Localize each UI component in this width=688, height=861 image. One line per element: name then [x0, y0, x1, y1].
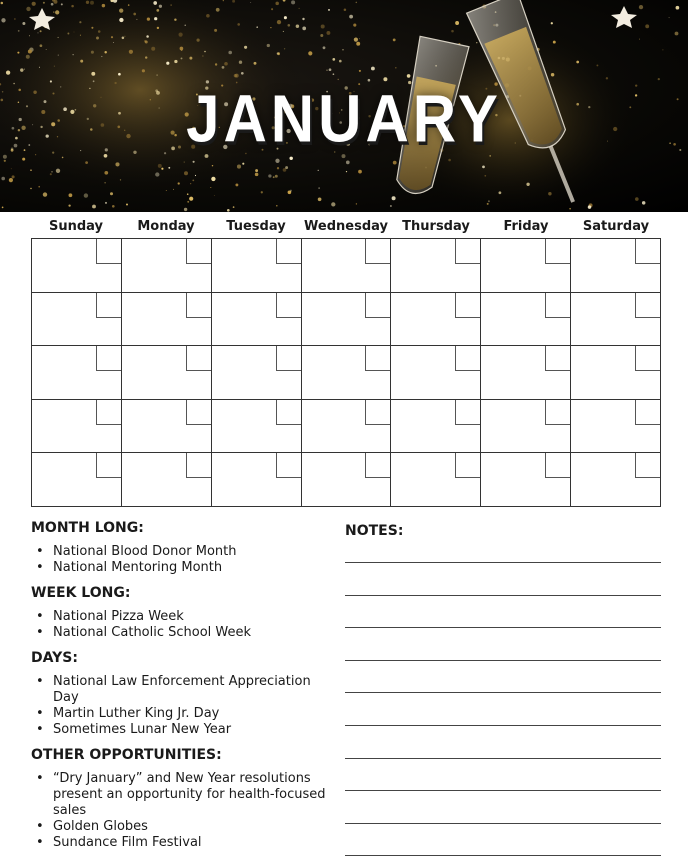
calendar-day-cell[interactable] — [391, 453, 481, 507]
date-number-box — [365, 239, 390, 264]
date-number-box — [455, 400, 480, 425]
notes-line[interactable] — [345, 660, 661, 661]
calendar-day-cell[interactable] — [481, 400, 571, 454]
weekday-thursday: Thursday — [402, 219, 470, 234]
date-number-box — [545, 239, 570, 264]
date-number-box — [276, 239, 301, 264]
calendar-day-cell[interactable] — [122, 346, 212, 400]
notes-line[interactable] — [345, 725, 661, 726]
date-number-box — [635, 453, 660, 478]
date-number-box — [455, 293, 480, 318]
calendar-day-cell[interactable] — [391, 346, 481, 400]
calendar-day-cell[interactable] — [571, 346, 661, 400]
date-number-box — [186, 400, 211, 425]
calendar-day-cell[interactable] — [302, 400, 392, 454]
date-number-box — [635, 400, 660, 425]
date-number-box — [276, 346, 301, 371]
list-item: • National Law Enforcement Appreciation Day — [53, 674, 331, 706]
notes-line[interactable] — [345, 595, 661, 596]
date-number-box — [276, 400, 301, 425]
calendar-day-cell[interactable] — [212, 453, 302, 507]
weekday-saturday: Saturday — [582, 219, 650, 234]
notes-heading: NOTES: — [345, 523, 404, 539]
calendar-day-cell[interactable] — [481, 239, 571, 293]
other-opportunities-heading: OTHER OPPORTUNITIES: — [31, 747, 222, 763]
notes-line[interactable] — [345, 823, 661, 824]
date-number-box — [276, 453, 301, 478]
date-number-box — [96, 346, 121, 371]
events-section — [31, 519, 331, 859]
list-item: • Sundance Film Festival — [53, 835, 331, 851]
date-number-box — [455, 239, 480, 264]
calendar-day-cell[interactable] — [481, 293, 571, 347]
week-long-list — [31, 609, 331, 641]
calendar-day-cell[interactable] — [122, 400, 212, 454]
calendar-day-cell[interactable] — [481, 346, 571, 400]
weekday-header-row — [31, 218, 661, 238]
date-number-box — [96, 400, 121, 425]
list-item: • Golden Globes — [53, 819, 331, 835]
date-number-box — [365, 453, 390, 478]
header-banner — [0, 0, 688, 212]
list-item: • Martin Luther King Jr. Day — [53, 706, 331, 722]
date-number-box — [635, 346, 660, 371]
weekday-monday: Monday — [137, 219, 195, 234]
date-number-box — [96, 453, 121, 478]
calendar-grid — [31, 238, 661, 507]
calendar-day-cell[interactable] — [212, 293, 302, 347]
notes-line[interactable] — [345, 790, 661, 791]
date-number-box — [545, 400, 570, 425]
calendar-day-cell[interactable] — [122, 293, 212, 347]
calendar-day-cell[interactable] — [391, 400, 481, 454]
date-number-box — [276, 293, 301, 318]
date-number-box — [96, 293, 121, 318]
calendar-day-cell[interactable] — [32, 400, 122, 454]
calendar-day-cell[interactable] — [571, 293, 661, 347]
list-item: • National Catholic School Week — [53, 625, 331, 641]
list-item: • Sometimes Lunar New Year — [53, 722, 331, 738]
calendar-day-cell[interactable] — [32, 239, 122, 293]
notes-line[interactable] — [345, 692, 661, 693]
date-number-box — [96, 239, 121, 264]
days-list — [31, 674, 331, 738]
date-number-box — [365, 346, 390, 371]
weekday-friday: Friday — [503, 219, 549, 234]
notes-line[interactable] — [345, 758, 661, 759]
date-number-box — [545, 453, 570, 478]
notes-line[interactable] — [345, 627, 661, 628]
list-item: • National Blood Donor Month — [53, 544, 331, 560]
date-number-box — [186, 293, 211, 318]
calendar-day-cell[interactable] — [302, 453, 392, 507]
month-long-list — [31, 544, 331, 576]
calendar-day-cell[interactable] — [212, 400, 302, 454]
calendar-day-cell[interactable] — [302, 293, 392, 347]
notes-section — [345, 522, 661, 540]
calendar-day-cell[interactable] — [212, 239, 302, 293]
calendar-day-cell[interactable] — [302, 346, 392, 400]
list-item: • National Mentoring Month — [53, 560, 331, 576]
date-number-box — [635, 239, 660, 264]
date-number-box — [545, 293, 570, 318]
weekday-sunday: Sunday — [48, 219, 104, 234]
month-long-heading: MONTH LONG: — [31, 520, 144, 536]
days-heading: DAYS: — [31, 650, 78, 666]
week-long-heading: WEEK LONG: — [31, 585, 131, 601]
calendar-day-cell[interactable] — [571, 239, 661, 293]
calendar-day-cell[interactable] — [571, 453, 661, 507]
calendar-day-cell[interactable] — [391, 293, 481, 347]
calendar-day-cell[interactable] — [122, 239, 212, 293]
calendar-day-cell[interactable] — [32, 293, 122, 347]
calendar-day-cell[interactable] — [32, 453, 122, 507]
calendar-day-cell[interactable] — [302, 239, 392, 293]
date-number-box — [545, 346, 570, 371]
date-number-box — [186, 346, 211, 371]
date-number-box — [365, 400, 390, 425]
date-number-box — [635, 293, 660, 318]
weekday-wednesday: Wednesday — [304, 219, 388, 234]
weekday-tuesday: Tuesday — [226, 219, 286, 234]
calendar-day-cell[interactable] — [32, 346, 122, 400]
list-item: • “Dry January” and New Year resolutions present an opportunity for health-focused sales — [53, 771, 331, 819]
calendar-day-cell[interactable] — [122, 453, 212, 507]
date-number-box — [455, 346, 480, 371]
month-title: JANUARY — [186, 81, 502, 157]
notes-line[interactable] — [345, 562, 661, 563]
other-opportunities-list — [31, 771, 331, 851]
date-number-box — [455, 453, 480, 478]
calendar-day-cell[interactable] — [212, 346, 302, 400]
date-number-box — [186, 239, 211, 264]
notes-line[interactable] — [345, 855, 661, 856]
calendar-day-cell[interactable] — [571, 400, 661, 454]
calendar-day-cell[interactable] — [481, 453, 571, 507]
list-item: • National Pizza Week — [53, 609, 331, 625]
calendar-day-cell[interactable] — [391, 239, 481, 293]
date-number-box — [186, 453, 211, 478]
date-number-box — [365, 293, 390, 318]
